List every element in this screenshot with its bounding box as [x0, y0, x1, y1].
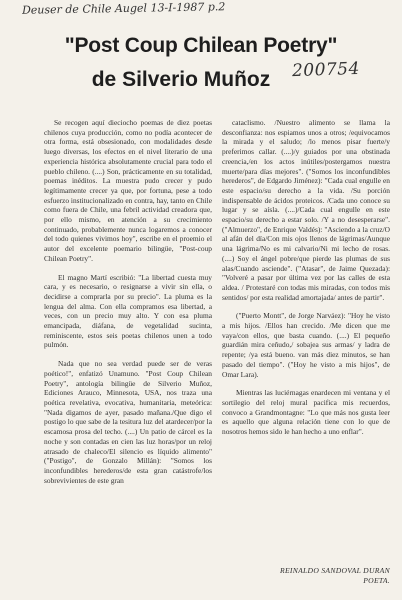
handwritten-catalog-number: 200754	[291, 58, 361, 82]
left-column	[44, 118, 212, 494]
paragraph: cataclismo. /Nuestro alimento se llama la desconfianza: nos espiamos unos a otros; /equivocamos la mirada y el saludo; /lo menos pisar fuerte/y preferimos callar. (....)/y guiados por una obstinada creencia,/en los actos inútiles/postergamos nuestra muerte/para días mejores". ("Somos los inconfundibles herederos", de Edgardo Jiménez): "Cada cual engulle en este espacio/su derecho a la vida. /Su porción indispensable de ácidos proteicos. /Cada uno conoce su lugar y se aísla. (....)/Cada cual engulle en este espacio/su derecho a estar solo. /Y a no desesperarse". ("Almuerzo", de Enrique Valdés): "Asciendo a la cruz/O al afán del día/Con mis ojos llenos de lágrimas/Aunque una lágrima/No es mi calvario/Ni mi lecho de rosas. (....) Soy el ángel pobre/que pierde las plumas de sus alas/Cuando asciende". ("Atasar", de Jaime Quezada): "Volveré a pasar por última vez por las calles de esta aldea. / Protestaré con todas mis miradas, con todos mis sentidos/ por esta realidad amortajada/ antes de partir".	[222, 118, 390, 302]
author-signature	[222, 566, 390, 585]
signature-role: POETA.	[363, 575, 390, 585]
paragraph: Se recogen aquí dieciocho poemas de diez poetas chilenos cuya producción, como no podía acontecer de otra forma, está obsesionado, con modalidades desde luego diversas, los efectos en el nivel literario de una experiencia histórica absolutamente crucial para todo el pueblo chileno. (....) Son, prácticamente en su totalidad, poemas inéditos. La muestra pudo crecer y pudo legítimamente crecer ya que, por fortuna, pese a todo esfuerzo institucionalizado en contra, hay, tanto en Chile como fuera de Chile, una febril actividad creadora que, por ello mismo, en atención a su crecimiento continuado, probablemente nunca logaremos a conocer del todo quienes vivimos hoy", escribe en el proemio el autor del excelente poemario bilingüe, "Post-coup Chilean Poetry".	[44, 118, 212, 263]
paragraph: Mientras las luciérnagas enardecen mi ventana y el sortilegio del reloj mural pacifica mis recuerdos, convoco a Grandmontagne: "Lo que más nos gusta leer es aquello que alguna relación tiene con lo que de nosotros hemos sido le han hecho a uno enflar".	[222, 388, 390, 437]
signature-name: REINALDO SANDOVAL DURAN	[280, 566, 390, 575]
paragraph: Nada que no sea verdad puede ser de veras poético!", enfatizó Unamuno. "Post Coup Chilean Poetry", antología bilingüe de Silverio Muñoz, Ediciones Arauco, Minnesota, USA, nos traza una poética revelativa, evocativa, humanitaria, meteórica: "Nada digamos de ayer, pasado mañana./Que digo el postigo lo que sabe de la tesitura luz del atardecer/por la escamosa prosa del techo. (....) Un patio de cárcel es la noche y son contadas en cien las luz horas/por un reloj atrasado de chaleco/El silencio es líquido alimento" ("Postigo", de Gonzalo Millán): "Somos los inconfundibles herederos/de esta gran catástrofe/los sobrevivientes de este gran	[44, 359, 212, 485]
paragraph: ("Puerto Montt", de Jorge Narváez): "Hoy he visto a mis hijos. /Ellos han crecido. /Me dicen que me vaya/con ellos, que basta cuando. (....) El pequeño guardián mira ceñudo,/ sobajea sus armas/ y ladra de repente; /ya está bueno. van más diez minutos, se han pasado del tiempo". ("Hoy he visto a mis hijos", de Omar Lara).	[222, 311, 390, 379]
right-column	[222, 118, 390, 446]
paragraph: El magno Martí escribió: "La libertad cuesta muy cara, y es necesario, o resignarse a vivir sin ella, o decidirse a comprarla por su precio". La pluma es la lengua del alma. Con ella compramos esa libertad, a veces, con un precio muy alto. Y con esa pluma emancipada, diáfana, de vegetalidad sucinta, reminiscente, estos seis poetas chilenos unen a todo pulmón.	[44, 272, 212, 350]
article-subtitle: de Silverio Muñoz	[91, 68, 271, 91]
article-title: "Post Coup Chilean Poetry"	[64, 34, 338, 57]
handwritten-source-note: Deuser de Chile Augel 13-I-1987 p.2	[21, 0, 226, 17]
